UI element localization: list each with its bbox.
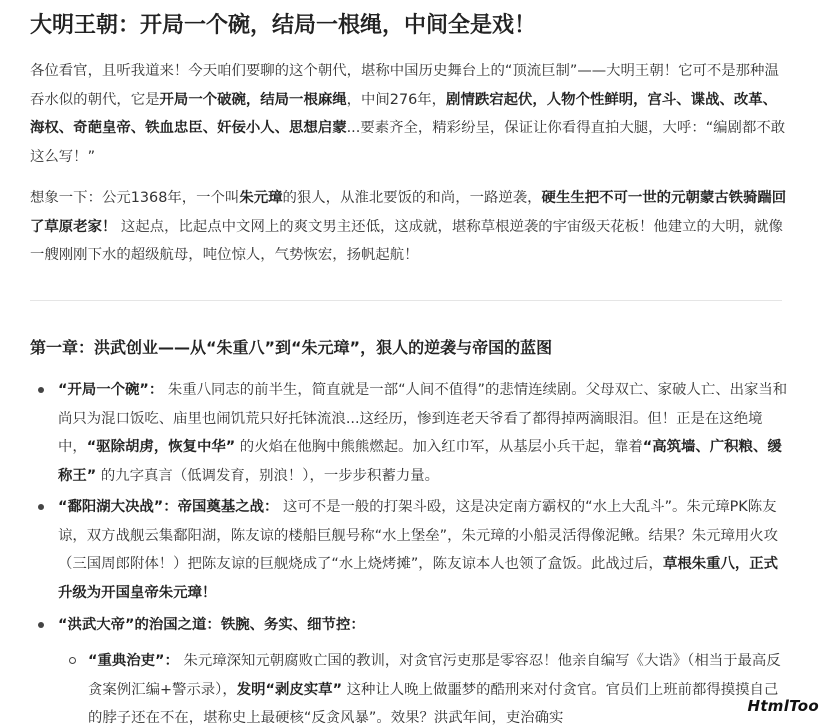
- bold-run: 硬生生把不可一世的元朝蒙古铁骑踹回了草原老家！: [30, 190, 787, 235]
- bullet-circle-icon: [69, 657, 76, 664]
- sub-list-item: [88, 647, 788, 727]
- bold-run: “高筑墙、广积粮、缓称王”: [58, 439, 782, 484]
- text-run: 朱元璋深知元朝腐败亡国的教训，对贪官污吏那是零容忍！他亲自编写《大诰》（相当于最高反贪案例汇编+警示录），: [88, 653, 781, 698]
- intro-paragraph-1: [30, 57, 788, 171]
- intro-paragraph-2: [30, 184, 788, 270]
- bullet-dot-icon: [38, 387, 44, 393]
- text-run: 朱重八同志的前半生，简直就是一部“人间不值得”的悲情连续剧。父母双亡、家破人亡、出家当和尚只为混口饭吃、庙里也闹饥荒只好托钵流浪...这经历，惨到连老天爷看了都得掉两滴眼泪。但！正是在这绝境中，: [58, 382, 788, 455]
- bold-run: 剧情跌宕起伏，人物个性鲜明，宫斗、谍战、改革、海权、奇葩皇帝、铁血忠臣、奸佞小人、思想启蒙: [30, 91, 778, 136]
- text-run: ，中间276年，: [346, 91, 447, 108]
- bullet-dot-icon: [38, 622, 44, 628]
- bold-run: “开局一个碗”：: [58, 382, 164, 398]
- text-run: ...要素齐全，精彩纷呈，保证让你看得直拍大腿，大呼：“编剧都不敢这么写！”: [30, 120, 786, 165]
- bold-run: “洪武大帝”的治国之道：铁腕、务实、细节控：: [58, 617, 365, 633]
- text-run: 的狠人，从淮北要饭的和尚，一路逆袭，: [282, 190, 542, 206]
- bold-run: 草根朱重八，正式升级为开国皇帝朱元璋！: [58, 556, 779, 601]
- bold-run: “鄱阳湖大决战”：帝国奠基之战：: [58, 499, 279, 515]
- bold-run: 朱元璋: [239, 190, 283, 206]
- bold-run: 发明“剥皮实草”: [236, 681, 343, 698]
- bold-run: “重典治吏”：: [88, 653, 179, 669]
- list-item: [58, 611, 788, 640]
- section-divider: [30, 300, 782, 301]
- list-item: [58, 493, 788, 607]
- watermark-logo: HtmlToo: [747, 697, 819, 715]
- text-run: 这种让人晚上做噩梦的酷刑来对付贪官。官员们上班前都得摸摸自己的脖子还在不在，堪称史上最硬核“反贪风暴”。效果？洪武年间，吏治确实: [88, 681, 779, 726]
- text-run: 想象一下：公元1368年，一个叫: [30, 190, 240, 206]
- bullet-dot-icon: [38, 504, 44, 510]
- text-run: 各位看官，且听我道来！今天咱们要聊的这个朝代，堪称中国历史舞台上的“顶流巨制”——大明王朝！它可不是那种温吞水似的朝代，它是: [30, 63, 779, 108]
- list-item: [58, 376, 788, 490]
- text-run: 的九字真言（低调发育，别浪！），一步步积蓄力量。: [96, 467, 440, 484]
- bold-run: 开局一个破碗，结局一根麻绳: [159, 91, 347, 108]
- text-run: 这起点，比起点中文网上的爽文男主还低，这成就，堪称草根逆袭的宇宙级天花板！他建立的大明，就像一艘刚刚下水的超级航母，吨位惊人，气势恢宏，扬帆起航！: [30, 218, 783, 263]
- bold-run: “驱除胡虏，恢复中华”: [86, 439, 236, 455]
- page-title: 大明王朝：开局一个碗，结局一根绳，中间全是戏！: [30, 13, 537, 38]
- chapter-heading: 第一章：洪武创业——从“朱重八”到“朱元璋”，狠人的逆袭与帝国的蓝图: [30, 338, 553, 357]
- text-run: 的火焰在他胸中熊熊燃起。加入红巾军，从基层小兵干起，靠着: [235, 439, 643, 455]
- text-run: 这可不是一般的打架斗殴，这是决定南方霸权的“水上大乱斗”。朱元璋PK陈友谅，双方战舰云集鄱阳湖，陈友谅的楼船巨舰号称“水上堡垒”，朱元璋的小船灵活得像泥鳅。结果？朱元璋用火攻（三国周郎附体！）把陈友谅的巨舰烧成了“水上烧烤摊”，陈友谅本人也领了盒饭。此战过后，: [58, 499, 779, 572]
